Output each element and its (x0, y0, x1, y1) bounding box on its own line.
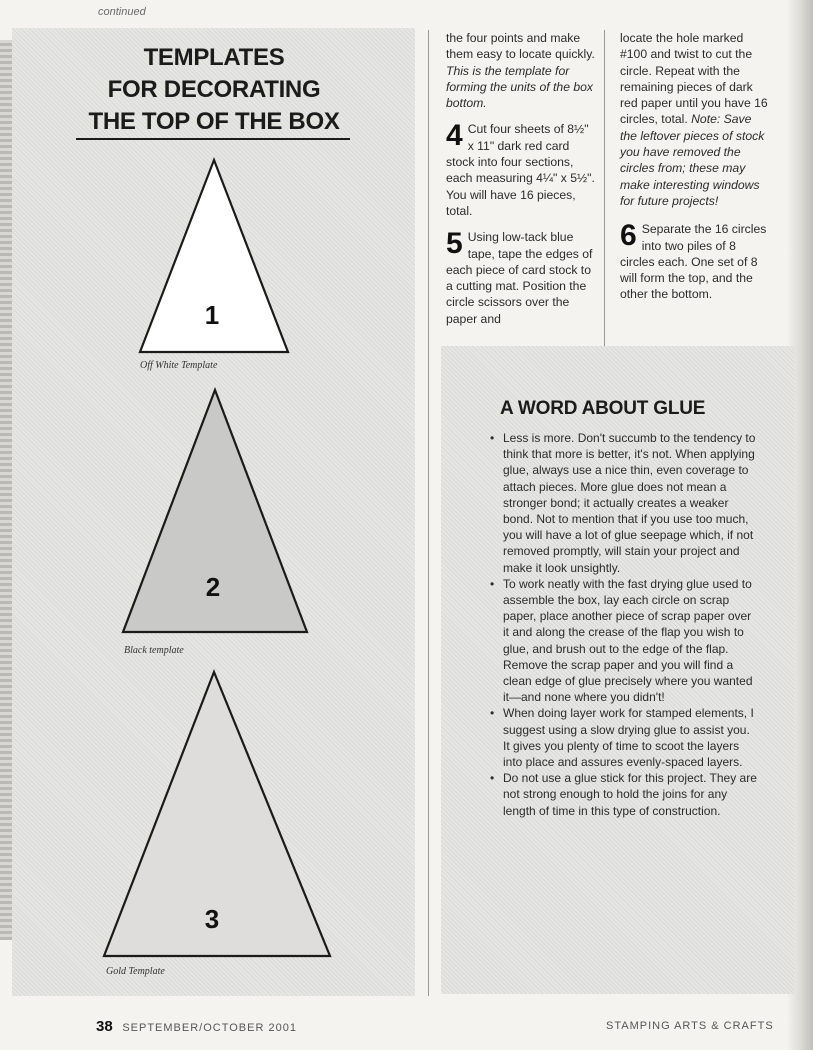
template-number-3: 3 (204, 904, 220, 934)
intro-paragraph (446, 30, 596, 111)
intro-italic-text: This is the template for forming the units of the box bottom. (446, 63, 594, 111)
glue-tip: • Less is more. Don't succumb to the tendency to think that more is better, it's not. When applying glue, always use a nice thin, even coverage to attach pieces. More glue does not mean a stronger bond; it actually creates a weaker bond. Not to mention that if you use too much, you will have a lot of glue seepage which, if not removed promptly, will stain your project and make it look unsightly. (488, 430, 758, 576)
continuation-paragraph (620, 30, 768, 209)
step-5-text: Using low-tack blue tape, tape the edges of each piece of card stock to a cutting mat. Position the circle scissors over the paper and (446, 230, 593, 326)
title-line-2: FOR DECORATING (107, 76, 321, 103)
instructions-column-1 (446, 30, 596, 327)
glue-title: A WORD ABOUT GLUE (500, 398, 706, 419)
template-triangle-2 (120, 386, 310, 636)
glue-tip: • When doing layer work for stamped elements, I suggest using a slow drying glue to assist you. It gives you plenty of time to scoot the layers into place and assures evenly-spaced layers. (488, 705, 758, 770)
step-6-text: Separate the 16 circles into two piles of 8 circles each. One set of 8 will form the top, and the other the bottom. (620, 222, 767, 302)
column-divider-right (604, 30, 605, 346)
title-line-3: THE TOP OF THE BOX (88, 108, 340, 135)
template-caption-2: Black template (124, 645, 184, 656)
title-rule (76, 138, 350, 140)
title-line-1: TEMPLATES (143, 44, 285, 71)
note-italic-text: Note: Save the leftover pieces of stock you have removed the circles from; these may make interesting windows for future projects! (620, 112, 765, 208)
template-number-1: 1 (204, 300, 220, 330)
template-caption-3: Gold Template (106, 966, 165, 977)
step-4-text: Cut four sheets of 8½" x 11" dark red card stock into four sections, each measuring 4¼" x 5½". You will have 16 pieces, total. (446, 122, 595, 218)
step-6 (620, 221, 768, 302)
template-caption-1: Off White Template (140, 360, 218, 371)
step-5 (446, 229, 596, 327)
glue-tip: • Do not use a glue stick for this project. They are not strong enough to hold the joins for any length of time in this type of construction. (488, 770, 758, 819)
footer-left (96, 1018, 297, 1035)
glue-tips-list (488, 430, 758, 819)
template-triangle-1 (136, 156, 292, 356)
step-6-number: 6 (620, 219, 637, 253)
template-triangle-3 (100, 668, 334, 960)
templates-title (64, 42, 364, 138)
column-divider-left (428, 30, 429, 996)
glue-tip: • To work neatly with the fast drying glue used to assemble the box, lay each circle on scrap paper, place another piece of scrap paper over it and along the crease of the flap you wish to glue, and brush out to the edge of the flap. Remove the scrap paper and you will find a clean edge of glue precisely where you wanted it—and none where you didn't! (488, 576, 758, 706)
step-4-number: 4 (446, 119, 463, 153)
step-4 (446, 121, 596, 219)
continuation-text: locate the hole marked #100 and twist to cut the circle. Repeat with the remaining pieces of dark red paper until you have 16 circles, total. (620, 31, 768, 127)
continued-label: continued (98, 6, 146, 18)
template-number-2: 2 (205, 572, 221, 602)
instructions-column-2 (620, 30, 768, 303)
magazine-name: STAMPING ARTS & CRAFTS (606, 1020, 774, 1032)
issue-date: SEPTEMBER/OCTOBER 2001 (122, 1022, 297, 1034)
intro-text: the four points and make them easy to locate quickly. (446, 31, 595, 62)
step-5-number: 5 (446, 227, 463, 261)
page-number: 38 (96, 1018, 113, 1035)
